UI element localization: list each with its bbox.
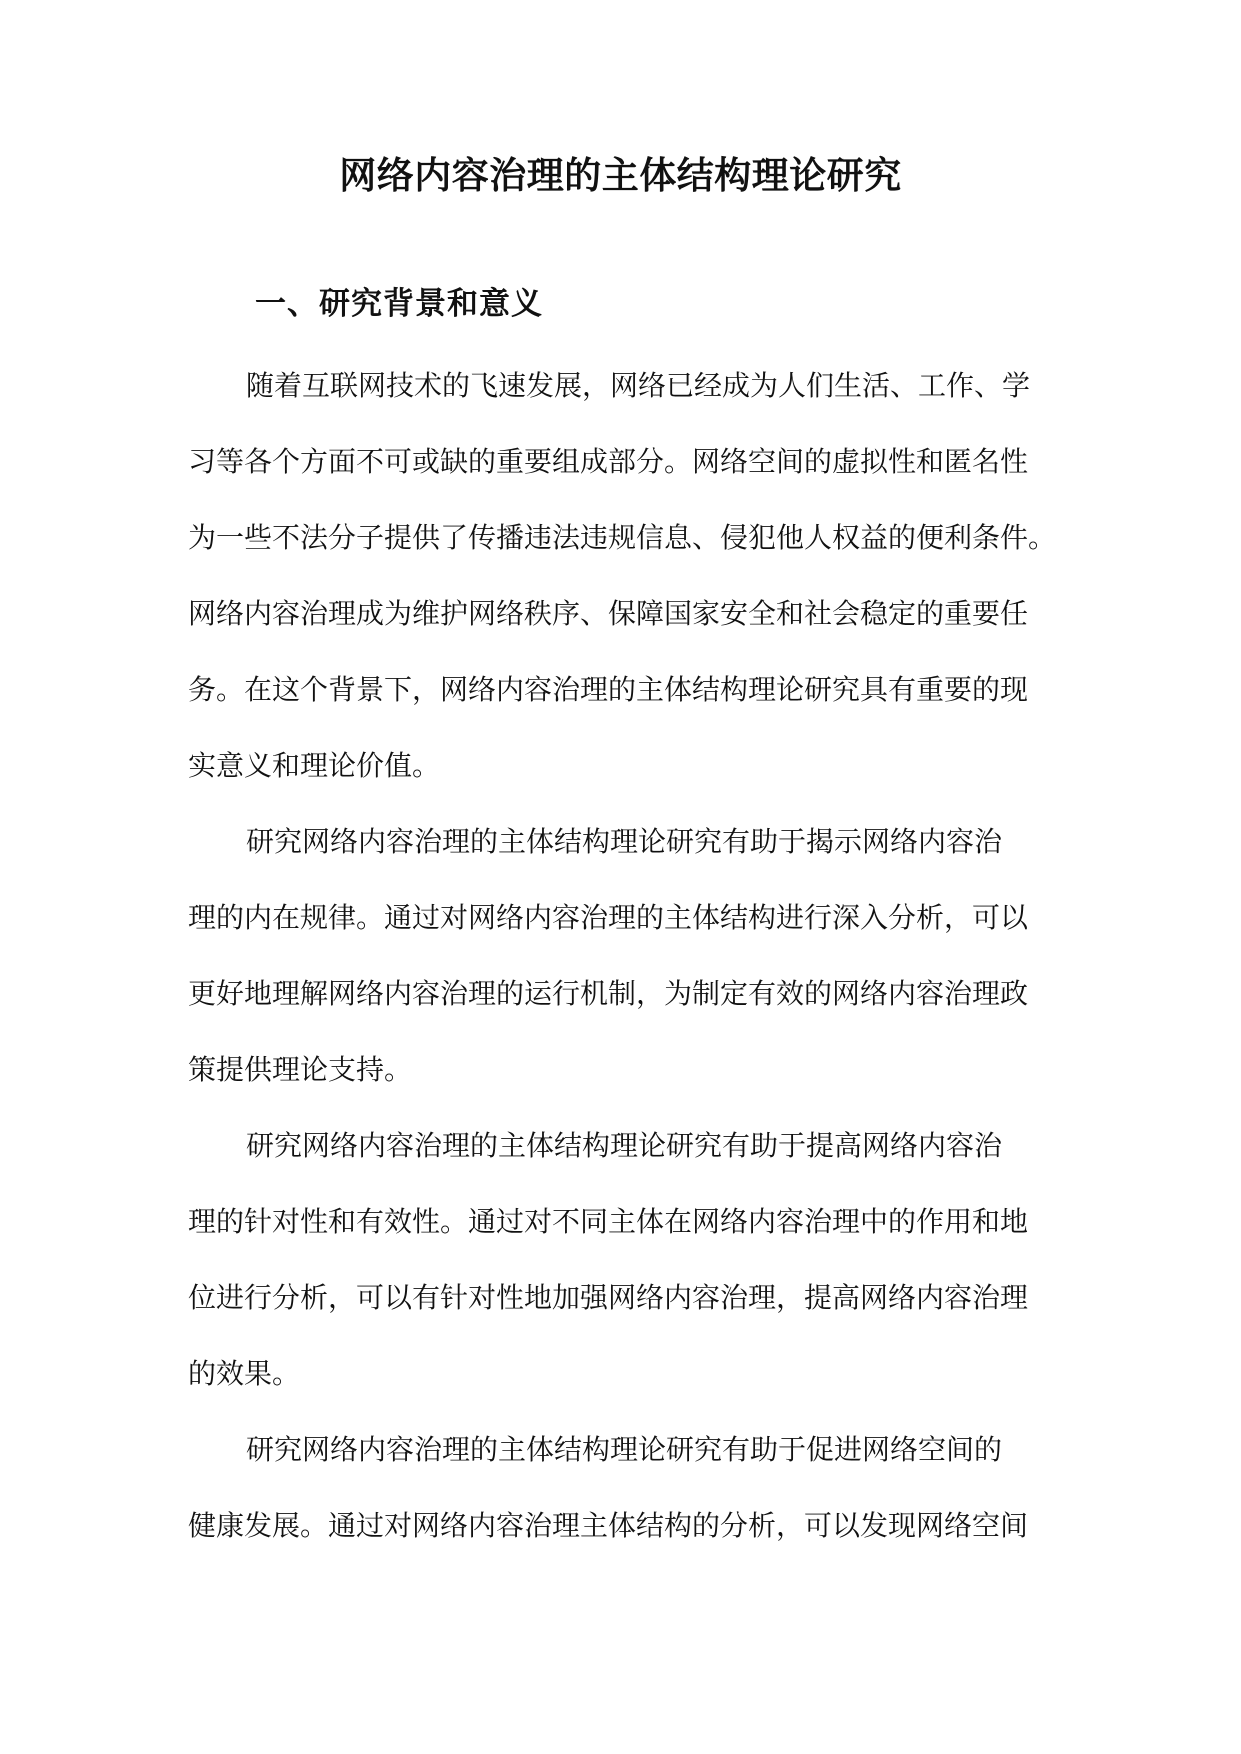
section-body — [188, 364, 1056, 1580]
paragraph-line: 随着互联网技术的飞速发展，网络已经成为人们生活、工作、学 — [246, 369, 1031, 402]
paragraph-line: 策提供理论支持。 — [188, 1053, 413, 1086]
paragraph-line: 健康发展。通过对网络内容治理主体结构的分析，可以发现网络空间 — [188, 1509, 1029, 1542]
paragraph-line: 为一些不法分子提供了传播违法违规信息、侵犯他人权益的便利条件。 — [188, 521, 1057, 554]
paragraph-line: 理的内在规律。通过对网络内容治理的主体结构进行深入分析，可以 — [188, 901, 1029, 934]
paragraph-line: 网络内容治理成为维护网络秩序、保障国家安全和社会稳定的重要任 — [188, 597, 1029, 630]
paragraph-line: 的效果。 — [188, 1357, 301, 1390]
paragraph-line: 实意义和理论价值。 — [188, 749, 441, 782]
paragraph-1 — [188, 364, 1056, 820]
paragraph-line: 研究网络内容治理的主体结构理论研究有助于揭示网络内容治 — [246, 825, 1003, 858]
paragraph-line: 理的针对性和有效性。通过对不同主体在网络内容治理中的作用和地 — [188, 1205, 1029, 1238]
paragraph-2 — [188, 820, 1056, 1124]
paragraph-line: 更好地理解网络内容治理的运行机制，为制定有效的网络内容治理政 — [188, 977, 1029, 1010]
paragraph-4 — [188, 1428, 1056, 1580]
paragraph-3 — [188, 1124, 1056, 1428]
paragraph-line: 位进行分析，可以有针对性地加强网络内容治理，提高网络内容治理 — [188, 1281, 1029, 1314]
paragraph-line: 研究网络内容治理的主体结构理论研究有助于提高网络内容治 — [246, 1129, 1003, 1162]
document-title: 网络内容治理的主体结构理论研究 — [339, 153, 902, 197]
section-heading: 一、研究背景和意义 — [255, 286, 543, 322]
paragraph-line: 研究网络内容治理的主体结构理论研究有助于促进网络空间的 — [246, 1433, 1003, 1466]
paragraph-line: 务。在这个背景下，网络内容治理的主体结构理论研究具有重要的现 — [188, 673, 1029, 706]
paragraph-line: 习等各个方面不可或缺的重要组成部分。网络空间的虚拟性和匿名性 — [188, 445, 1029, 478]
